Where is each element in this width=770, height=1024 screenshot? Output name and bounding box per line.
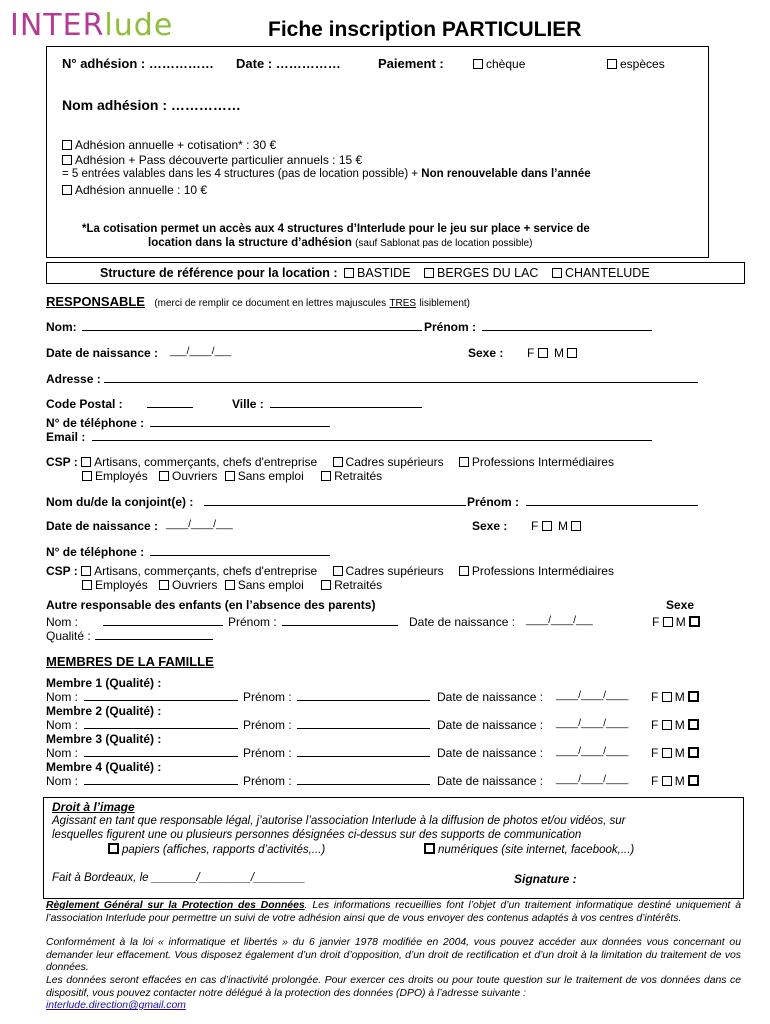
membre-date-field[interactable]: ____/____/____: [556, 690, 629, 701]
interlude-logo: INTERlude: [10, 8, 174, 43]
conj-csp-row1: CSP : Artisans, commerçants, chefs d'entreprise Cadres supérieurs Professions Intermédiaires: [46, 564, 614, 578]
nom-adhesion-field[interactable]: Nom adhésion : ……………: [62, 97, 241, 113]
resp-ville-label: Ville :: [232, 397, 264, 411]
membre-date-field[interactable]: ____/____/____: [556, 774, 629, 785]
resp-email-label: Email :: [46, 430, 86, 444]
membre-date-field[interactable]: ____/____/____: [556, 718, 629, 729]
membre-label: Membre 4 (Qualité) :: [46, 760, 162, 774]
resp-adresse-field[interactable]: [104, 372, 698, 383]
csp-professions-checkbox[interactable]: [459, 457, 469, 467]
resp-code-postal-field[interactable]: [147, 397, 193, 408]
resp-telephone-label: N° de téléphone :: [46, 416, 145, 430]
autre-date-label: Date de naissance :: [409, 615, 516, 629]
membre-date-label: Date de naissance :: [437, 718, 544, 732]
paiement-label: Paiement :: [378, 56, 444, 71]
f-checkbox[interactable]: [662, 692, 672, 702]
droit-image-text2: lesquelles figurent une ou plusieurs personnes désignées ci-dessus sur des supports de communication: [52, 829, 582, 841]
checkbox[interactable]: [62, 140, 72, 150]
membre-sexe-options: F M: [651, 690, 702, 704]
especes-checkbox[interactable]: [607, 59, 617, 69]
membre-label: Membre 2 (Qualité) :: [46, 704, 162, 718]
autre-prenom-label: Prénom :: [228, 615, 277, 629]
conj-sexe-label: Sexe :: [472, 519, 508, 533]
page-title: Fiche inscription PARTICULIER: [268, 18, 582, 41]
conj-date-field[interactable]: ____/____/___: [166, 519, 233, 530]
m-checkbox[interactable]: [688, 719, 699, 730]
csp-ouvriers-checkbox[interactable]: [159, 580, 169, 590]
conj-csp-row2: Employés Ouvriers Sans emploi Retraités: [82, 578, 382, 592]
membre-nom-field[interactable]: [84, 718, 238, 729]
csp-employes-checkbox[interactable]: [82, 471, 92, 481]
csp-retraites-checkbox[interactable]: [321, 471, 331, 481]
membre-nom-field[interactable]: [84, 746, 238, 757]
autre-nom-label: Nom :: [46, 615, 79, 629]
membre-prenom-label: Prénom :: [243, 690, 292, 704]
resp-code-postal-label: Code Postal :: [46, 397, 123, 411]
resp-csp-row1: CSP : Artisans, commerçants, chefs d'entreprise Cadres supérieurs Professions Intermédiaires: [46, 455, 614, 469]
cotisation-note-line2: location dans la structure d’adhésion (sauf Sablonat pas de location possible): [148, 237, 533, 249]
membre-prenom-label: Prénom :: [243, 774, 292, 788]
resp-sexe-options: F M: [527, 346, 580, 360]
adhesion-date-field[interactable]: Date : ……………: [236, 56, 341, 71]
autre-sexe-label: Sexe: [666, 598, 695, 612]
resp-email-field[interactable]: [92, 430, 652, 441]
rgpd-paragraph-2: Conformément à la loi « informatique et libertés » du 6 janvier 1978 modifiée en 2004, vous pouvez accéder aux données vous concernant ou demander leur effacement. Vous disposez également d’un droit d’opposition, d’un droit de rectification et d’un droit à la limitation du traitement de vos données.: [46, 937, 741, 973]
f-checkbox[interactable]: [662, 776, 672, 786]
membre-prenom-label: Prénom :: [243, 718, 292, 732]
membre-date-field[interactable]: ____/____/____: [556, 746, 629, 757]
f-checkbox[interactable]: [662, 720, 672, 730]
cheque-checkbox[interactable]: [473, 59, 483, 69]
signature-label: Signature :: [514, 872, 577, 886]
resp-sexe-label: Sexe :: [468, 346, 504, 360]
conj-nom-field[interactable]: [204, 495, 466, 506]
resp-date-label: Date de naissance :: [46, 346, 159, 360]
resp-ville-field[interactable]: [270, 397, 422, 408]
option-numeriques[interactable]: numériques (site internet, facebook,...): [424, 843, 634, 856]
m-checkbox[interactable]: [567, 348, 577, 358]
membre-prenom-field[interactable]: [297, 774, 430, 785]
droit-image-text1: Agissant en tant que responsable légal, j’autorise l’association Interlude à la diffusion de photos et/ou vidéos, sur: [52, 815, 626, 827]
membre-date-label: Date de naissance :: [437, 746, 544, 760]
resp-csp-row2: Employés Ouvriers Sans emploi Retraités: [82, 469, 382, 483]
option-adhesion-cotisation[interactable]: Adhésion annuelle + cotisation* : 30 €: [62, 138, 276, 152]
fait-a-bordeaux[interactable]: Fait à Bordeaux, le _______/________/________: [52, 872, 306, 884]
m-checkbox[interactable]: [688, 691, 699, 702]
autre-sexe-options: F M: [652, 615, 703, 629]
membre-nom-field[interactable]: [84, 690, 238, 701]
resp-prenom-field[interactable]: [482, 320, 652, 331]
membre-sexe-options: F M: [651, 746, 702, 760]
conj-prenom-label: Prénom :: [467, 495, 520, 509]
autre-date-field[interactable]: ____/____/___: [526, 615, 593, 626]
especes-option[interactable]: espèces: [607, 57, 665, 71]
option-papiers[interactable]: papiers (affiches, rapports d’activités,...): [108, 843, 325, 856]
resp-nom-field[interactable]: [82, 320, 422, 331]
m-checkbox[interactable]: [689, 616, 700, 627]
membre-prenom-label: Prénom :: [243, 746, 292, 760]
csp-sans-emploi-checkbox[interactable]: [225, 580, 235, 590]
rgpd-paragraph-3: Les données seront effacées en cas d’inactivité prolongée. Pour exercer ces droits ou pour toute question sur le traitement de vos données dans ce dispositif, vous pouvez contacter notre délégué à la protection des données (DPO) à l’adresse suivante :: [46, 975, 741, 999]
resp-adresse-label: Adresse :: [46, 372, 101, 386]
dpo-email-link[interactable]: interlude.direction@gmail.com: [46, 1000, 186, 1011]
papiers-checkbox[interactable]: [108, 843, 119, 854]
membres-heading: MEMBRES DE LA FAMILLE: [46, 654, 214, 669]
f-checkbox[interactable]: [663, 617, 673, 627]
rgpd-paragraph-1: Règlement Général sur la Protection des Données. Les informations recueillies font l’objet d’un traitement informatique destiné uniquement à l’association Interlude pour permettre un suivi de votre adhésion ainsi que de vous envoyer des contenus adaptés à vos centres d’intérêts.: [46, 900, 742, 924]
membre-nom-label: Nom :: [46, 746, 79, 760]
membre-date-label: Date de naissance :: [437, 690, 544, 704]
csp-ouvriers-checkbox[interactable]: [159, 471, 169, 481]
cheque-option[interactable]: chèque: [473, 57, 525, 71]
csp-cadres-checkbox[interactable]: [333, 457, 343, 467]
membre-nom-field[interactable]: [84, 774, 238, 785]
csp-retraites-checkbox[interactable]: [321, 580, 331, 590]
option-adhesion-annuelle[interactable]: Adhésion annuelle : 10 €: [62, 183, 207, 197]
membre-sexe-options: F M: [651, 774, 702, 788]
autre-prenom-field[interactable]: [282, 615, 398, 626]
autre-heading: Autre responsable des enfants (en l’absence des parents): [46, 598, 376, 612]
pass-decouverte-detail: = 5 entrées valables dans les 4 structures (pas de location possible) + Non renouvelable dans l’année: [62, 168, 591, 180]
m-checkbox[interactable]: [571, 521, 581, 531]
numeriques-checkbox[interactable]: [424, 843, 435, 854]
resp-prenom-label: Prénom :: [424, 320, 477, 334]
conj-date-label: Date de naissance :: [46, 519, 159, 533]
conj-telephone-field[interactable]: [150, 545, 330, 556]
autre-qualite-label: Qualité :: [46, 629, 91, 643]
autre-qualite-field[interactable]: [95, 629, 213, 640]
membre-prenom-field[interactable]: [297, 718, 430, 729]
responsable-heading-row: RESPONSABLE (merci de remplir ce document en lettres majuscules TRES lisiblement): [46, 294, 471, 309]
membre-sexe-options: F M: [651, 718, 702, 732]
conj-telephone-label: N° de téléphone :: [46, 545, 145, 559]
csp-artisans-checkbox[interactable]: [81, 457, 91, 467]
chantelude-checkbox[interactable]: [552, 268, 562, 278]
cotisation-note-line1: *La cotisation permet un accès aux 4 structures d’Interlude pour le jeu sur place + service de: [82, 223, 590, 235]
f-checkbox[interactable]: [542, 521, 552, 531]
membre-prenom-field[interactable]: [297, 746, 430, 757]
membre-nom-label: Nom :: [46, 718, 79, 732]
membre-label: Membre 3 (Qualité) :: [46, 732, 162, 746]
option-pass-decouverte[interactable]: Adhésion + Pass découverte particulier annuels : 15 €: [62, 153, 362, 167]
adhesion-number-field[interactable]: N° adhésion : ……………: [62, 56, 214, 71]
membre-date-label: Date de naissance :: [437, 774, 544, 788]
membre-label: Membre 1 (Qualité) :: [46, 676, 162, 690]
conj-nom-label: Nom du/de la conjoint(e) :: [46, 495, 194, 509]
membre-nom-label: Nom :: [46, 690, 79, 704]
membre-prenom-field[interactable]: [297, 690, 430, 701]
csp-professions-checkbox[interactable]: [459, 566, 469, 576]
conj-sexe-options: F M: [531, 519, 584, 533]
m-checkbox[interactable]: [688, 775, 699, 786]
csp-artisans-checkbox[interactable]: [81, 566, 91, 576]
membre-nom-label: Nom :: [46, 774, 79, 788]
resp-nom-label: Nom:: [46, 320, 77, 334]
csp-sans-emploi-checkbox[interactable]: [225, 471, 235, 481]
berges-du-lac-checkbox[interactable]: [424, 268, 434, 278]
m-checkbox[interactable]: [688, 747, 699, 758]
structure-row: Structure de référence pour la location : BASTIDE BERGES DU LAC CHANTELUDE: [100, 266, 650, 280]
resp-telephone-field[interactable]: [150, 416, 330, 427]
autre-nom-field[interactable]: [103, 615, 223, 626]
f-checkbox[interactable]: [662, 748, 672, 758]
resp-date-field[interactable]: ___/____/___: [170, 346, 232, 357]
conj-prenom-field[interactable]: [526, 495, 698, 506]
bastide-checkbox[interactable]: [344, 268, 354, 278]
csp-employes-checkbox[interactable]: [82, 580, 92, 590]
droit-image-heading: Droit à l’image: [52, 800, 135, 814]
checkbox[interactable]: [62, 155, 72, 165]
f-checkbox[interactable]: [538, 348, 548, 358]
csp-cadres-checkbox[interactable]: [333, 566, 343, 576]
checkbox[interactable]: [62, 185, 72, 195]
